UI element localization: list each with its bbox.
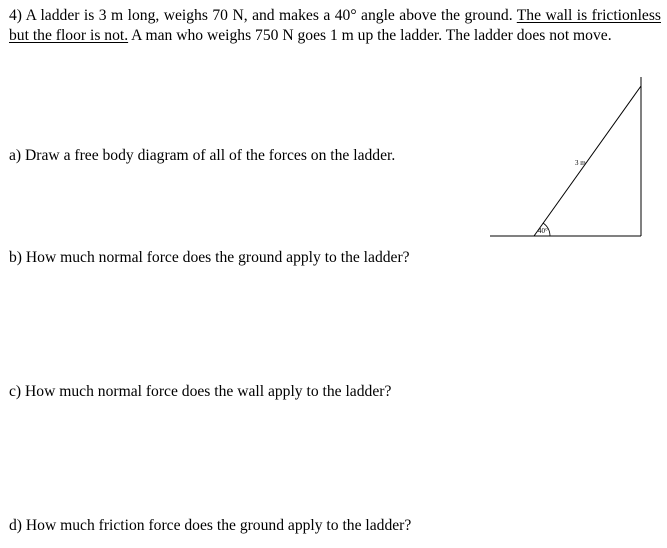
angle-label: 40° (538, 227, 548, 235)
question-b-text: How much normal force does the ground apply to the ladder? (25, 249, 410, 266)
problem-statement (9, 6, 661, 46)
question-a-label: a) (9, 147, 22, 164)
question-c-label: c) (9, 383, 22, 400)
question-b-label: b) (9, 249, 22, 266)
problem-man-text: A man who weighs 750 N goes 1 m up the ladder. The ladder does not move. (131, 27, 612, 44)
problem-friction-note: The wall is frictionless but the floor is not. (9, 7, 661, 44)
question-d-text: How much friction force does the ground apply to the ladder? (25, 517, 412, 534)
ladder-diagram (480, 70, 660, 250)
ladder-length-label: 3 m (575, 159, 586, 167)
question-c-text: How much normal force does the wall apply to the ladder? (25, 383, 392, 400)
problem-number: 4) (9, 7, 22, 24)
question-a-text: Draw a free body diagram of all of the forces on the ladder. (25, 147, 396, 164)
question-b (9, 248, 410, 268)
question-a (9, 146, 395, 166)
question-c (9, 382, 391, 402)
question-d-label: d) (9, 517, 22, 534)
ladder-line (534, 86, 641, 236)
problem-intro-text: A ladder is 3 m long, weighs 70 N, and makes a 40° angle above the ground. (25, 7, 513, 24)
ladder-figure (480, 70, 660, 250)
question-d (9, 516, 411, 536)
